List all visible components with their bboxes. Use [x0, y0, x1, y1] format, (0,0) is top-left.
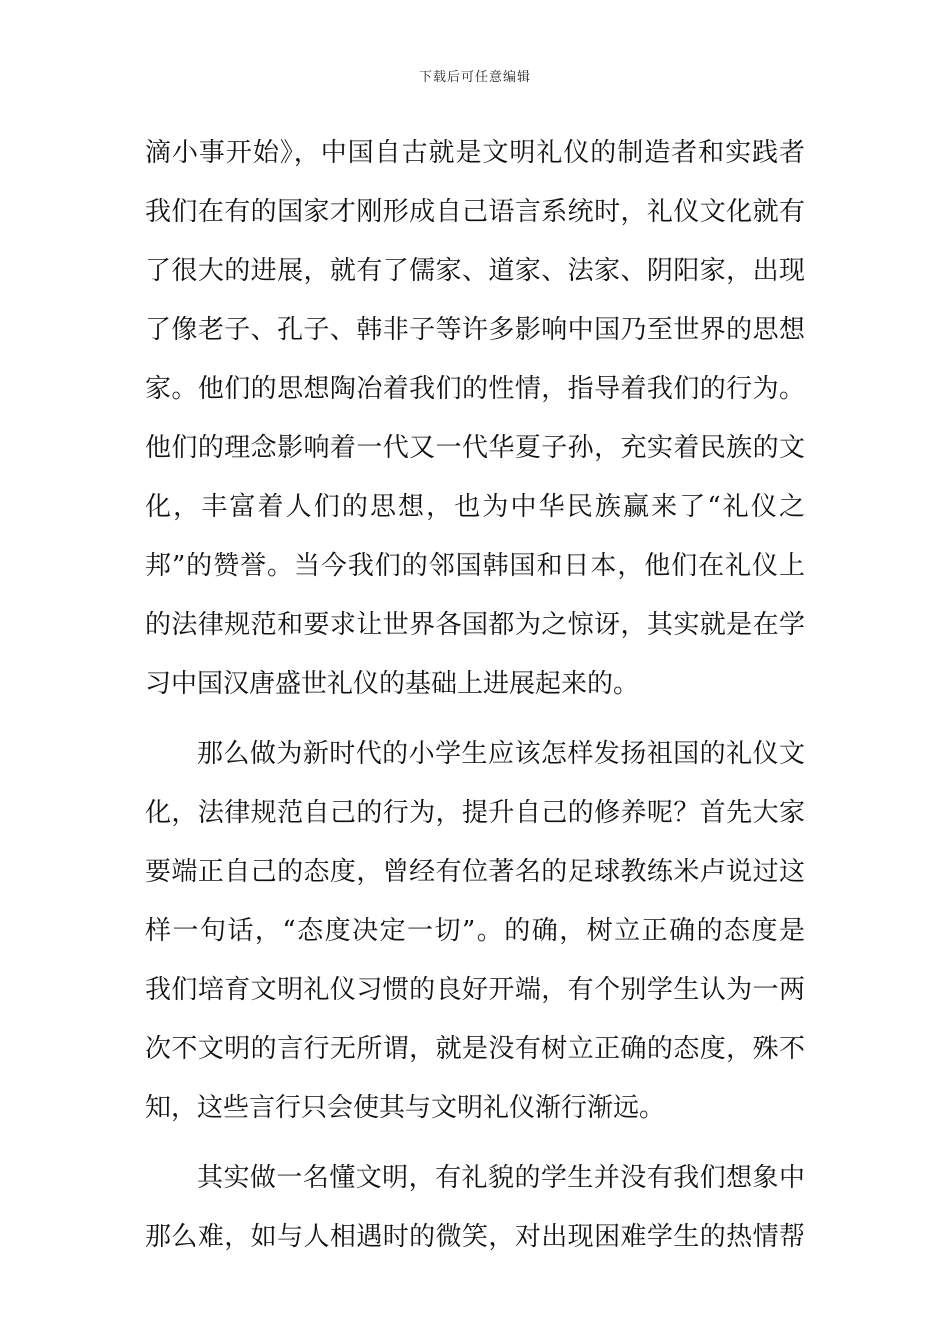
page-header: 下载后可任意编辑 — [418, 70, 531, 85]
text-line: 家。他们的思想陶冶着我们的性情，指导着我们的行为。 — [145, 374, 805, 404]
text-line: 那么做为新时代的小学生应该怎样发扬祖国的礼仪文 — [197, 739, 805, 769]
body-text — [145, 124, 805, 1267]
text-line: 邦”的赞誉。当今我们的邻国韩国和日本，他们在礼仪上 — [145, 551, 805, 581]
text-line: 我们培育文明礼仪习惯的良好开端，有个别学生认为一两 — [145, 975, 805, 1005]
text-line: 了很大的进展，就有了儒家、道家、法家、阴阳家，出现 — [145, 256, 805, 286]
text-line: 样一句话，“态度决定一切”。的确，树立正确的态度是 — [145, 916, 805, 946]
text-line: 其实做一名懂文明，有礼貌的学生并没有我们想象中 — [197, 1163, 805, 1193]
paragraph-3 — [145, 1149, 805, 1267]
text-line: 化，法律规范自己的行为，提升自己的修养呢？首先大家 — [145, 798, 805, 828]
text-line: 的法律规范和要求让世界各国都为之惊讶，其实就是在学 — [145, 610, 805, 640]
text-line: 了像老子、孔子、韩非子等许多影响中国乃至世界的思想 — [145, 315, 805, 345]
text-line: 那么难，如与人相遇时的微笑，对出现困难学生的热情帮 — [145, 1222, 805, 1252]
text-line: 化，丰富着人们的思想，也为中华民族赢来了“礼仪之 — [145, 492, 805, 522]
text-line: 习中国汉唐盛世礼仪的基础上进展起来的。 — [145, 669, 640, 699]
text-line: 要端正自己的态度，曾经有位著名的足球教练米卢说过这 — [145, 857, 805, 887]
text-line: 知，这些言行只会使其与文明礼仪渐行渐远。 — [145, 1093, 666, 1123]
paragraph-1 — [145, 124, 805, 714]
text-line: 我们在有的国家才刚形成自己语言系统时，礼仪文化就有 — [145, 197, 805, 227]
text-line: 次不文明的言行无所谓，就是没有树立正确的态度，殊不 — [145, 1034, 805, 1064]
text-line: 滴小事开始》，中国自古就是文明礼仪的制造者和实践者 — [145, 138, 805, 168]
paragraph-2 — [145, 725, 805, 1138]
text-line: 他们的理念影响着一代又一代华夏子孙，充实着民族的文 — [145, 433, 805, 463]
